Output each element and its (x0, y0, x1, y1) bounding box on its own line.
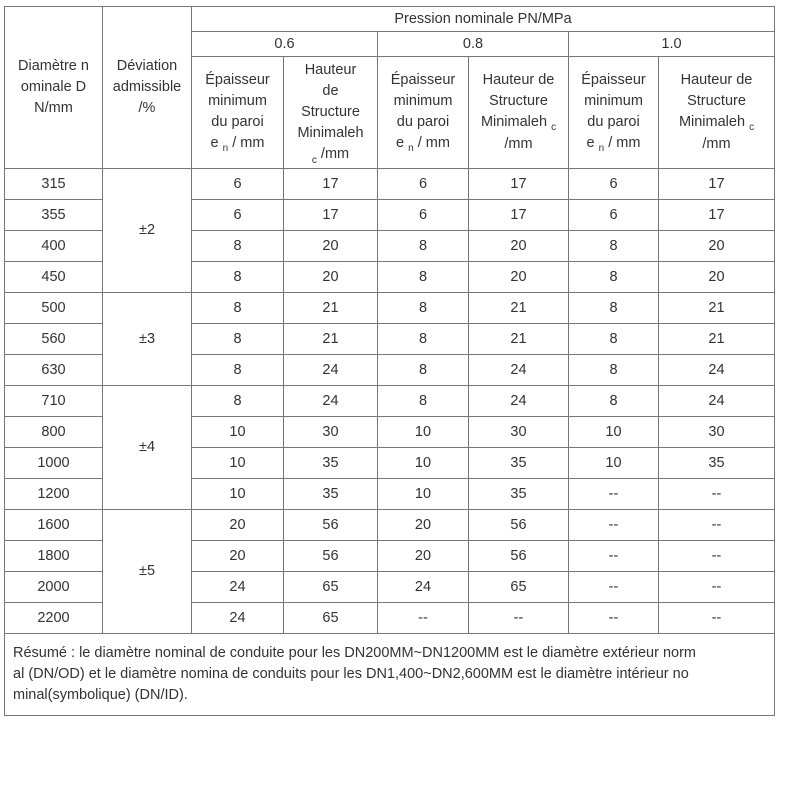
value-cell: 8 (378, 231, 469, 262)
value-cell: 65 (284, 603, 378, 634)
value-cell: -- (659, 572, 775, 603)
diameter-cell: 400 (5, 231, 103, 262)
value-cell: 35 (469, 448, 569, 479)
value-cell: 56 (284, 510, 378, 541)
value-cell: 24 (284, 386, 378, 417)
value-cell: 20 (659, 262, 775, 293)
value-cell: 17 (469, 169, 569, 200)
value-cell: 20 (378, 541, 469, 572)
value-cell: 20 (469, 262, 569, 293)
value-cell: 35 (284, 448, 378, 479)
diameter-cell: 560 (5, 324, 103, 355)
diameter-cell: 1800 (5, 541, 103, 572)
value-cell: 20 (659, 231, 775, 262)
deviation-cell: ±4 (103, 386, 192, 510)
value-cell: 8 (192, 293, 284, 324)
value-cell: -- (659, 603, 775, 634)
value-cell: 21 (284, 324, 378, 355)
structure-height-header-0-8: Hauteur de Structure Minimaleh $_c$ /mm (469, 57, 569, 169)
value-cell: -- (659, 479, 775, 510)
value-cell: 6 (569, 200, 659, 231)
value-cell: 21 (659, 293, 775, 324)
structure-height-header-0-6: Hauteur de Structure Minimaleh $_c$ /mm (284, 57, 378, 169)
value-cell: 8 (378, 355, 469, 386)
value-cell: 10 (378, 479, 469, 510)
diameter-cell: 1600 (5, 510, 103, 541)
table-note-row (5, 634, 775, 716)
diameter-cell: 1200 (5, 479, 103, 510)
table-note (5, 634, 775, 716)
value-cell: 8 (569, 293, 659, 324)
value-cell: 21 (469, 324, 569, 355)
value-cell: 8 (192, 324, 284, 355)
value-cell: 24 (192, 603, 284, 634)
value-cell: 35 (659, 448, 775, 479)
diameter-cell: 500 (5, 293, 103, 324)
value-cell: 8 (569, 386, 659, 417)
value-cell: 10 (192, 448, 284, 479)
note-line: al (DN/OD) et le diamètre nomina de conduits pour les DN1,400~DN2,600MM est le diamètre intérieur no (13, 666, 689, 682)
value-cell: 24 (378, 572, 469, 603)
value-cell: -- (469, 603, 569, 634)
pressure-1-0-header: 1.0 (569, 32, 775, 57)
value-cell: 6 (192, 169, 284, 200)
table-row (5, 293, 775, 324)
diameter-cell: 630 (5, 355, 103, 386)
value-cell: 17 (284, 169, 378, 200)
value-cell: 20 (469, 231, 569, 262)
value-cell: -- (378, 603, 469, 634)
value-cell: 8 (569, 262, 659, 293)
table-row (5, 510, 775, 541)
diameter-cell: 315 (5, 169, 103, 200)
value-cell: 65 (469, 572, 569, 603)
diameter-cell: 710 (5, 386, 103, 417)
value-cell: -- (569, 510, 659, 541)
wall-thickness-header-0-6: Épaisseur minimum du paroi e $_n$ / mm (192, 57, 284, 169)
value-cell: 21 (284, 293, 378, 324)
value-cell: 8 (569, 355, 659, 386)
note-line: Résumé : le diamètre nominal de conduite pour les DN200MM~DN1200MM est le diamètre extérieur norm (13, 645, 697, 661)
value-cell: 6 (378, 200, 469, 231)
value-cell: 30 (284, 417, 378, 448)
value-cell: 10 (192, 417, 284, 448)
value-cell: 8 (378, 293, 469, 324)
value-cell: 20 (192, 510, 284, 541)
value-cell: 21 (469, 293, 569, 324)
value-cell: 8 (569, 324, 659, 355)
diameter-header: Diamètre n ominale D N/mm (5, 7, 103, 169)
value-cell: 56 (469, 510, 569, 541)
value-cell: 17 (284, 200, 378, 231)
pipe-spec-table (4, 6, 775, 716)
deviation-header: Déviation admissible /% (103, 7, 192, 169)
value-cell: -- (569, 479, 659, 510)
value-cell: 20 (284, 231, 378, 262)
pressure-0-6-header: 0.6 (192, 32, 378, 57)
value-cell: 30 (659, 417, 775, 448)
value-cell: -- (569, 572, 659, 603)
deviation-cell: ±5 (103, 510, 192, 634)
value-cell: 10 (569, 417, 659, 448)
diameter-cell: 450 (5, 262, 103, 293)
value-cell: 56 (469, 541, 569, 572)
value-cell: 10 (192, 479, 284, 510)
value-cell: 35 (469, 479, 569, 510)
diameter-cell: 2000 (5, 572, 103, 603)
value-cell: 6 (378, 169, 469, 200)
value-cell: 8 (192, 355, 284, 386)
value-cell: 10 (569, 448, 659, 479)
pressure-header: Pression nominale PN/MPa (192, 7, 775, 32)
value-cell: 20 (284, 262, 378, 293)
value-cell: 24 (469, 355, 569, 386)
value-cell: 8 (192, 231, 284, 262)
deviation-cell: ±3 (103, 293, 192, 386)
diameter-cell: 2200 (5, 603, 103, 634)
diameter-cell: 800 (5, 417, 103, 448)
value-cell: 8 (192, 262, 284, 293)
value-cell: 8 (378, 262, 469, 293)
value-cell: 24 (469, 386, 569, 417)
diameter-cell: 355 (5, 200, 103, 231)
value-cell: 6 (569, 169, 659, 200)
pressure-0-8-header: 0.8 (378, 32, 569, 57)
value-cell: 17 (659, 200, 775, 231)
value-cell: 10 (378, 417, 469, 448)
value-cell: 10 (378, 448, 469, 479)
value-cell: 24 (659, 355, 775, 386)
value-cell: 8 (569, 231, 659, 262)
value-cell: 24 (284, 355, 378, 386)
value-cell: -- (659, 541, 775, 572)
value-cell: 65 (284, 572, 378, 603)
value-cell: -- (569, 603, 659, 634)
value-cell: 17 (659, 169, 775, 200)
note-line: minal(symbolique) (DN/ID). (13, 687, 188, 703)
value-cell: 24 (192, 572, 284, 603)
value-cell: 6 (192, 200, 284, 231)
value-cell: 24 (659, 386, 775, 417)
value-cell: 20 (378, 510, 469, 541)
value-cell: 30 (469, 417, 569, 448)
diameter-cell: 1000 (5, 448, 103, 479)
deviation-cell: ±2 (103, 169, 192, 293)
value-cell: -- (659, 510, 775, 541)
structure-height-header-1-0: Hauteur de Structure Minimaleh $_c$ /mm (659, 57, 775, 169)
wall-thickness-header-0-8: Épaisseur minimum du paroi e $_n$ / mm (378, 57, 469, 169)
table-row (5, 386, 775, 417)
spec-table-container (4, 6, 774, 717)
value-cell: 20 (192, 541, 284, 572)
value-cell: 35 (284, 479, 378, 510)
value-cell: -- (569, 541, 659, 572)
table-row (5, 169, 775, 200)
wall-thickness-header-1-0: Épaisseur minimum du paroi e $_n$ / mm (569, 57, 659, 169)
value-cell: 21 (659, 324, 775, 355)
value-cell: 17 (469, 200, 569, 231)
value-cell: 56 (284, 541, 378, 572)
value-cell: 8 (378, 386, 469, 417)
value-cell: 8 (192, 386, 284, 417)
value-cell: 8 (378, 324, 469, 355)
